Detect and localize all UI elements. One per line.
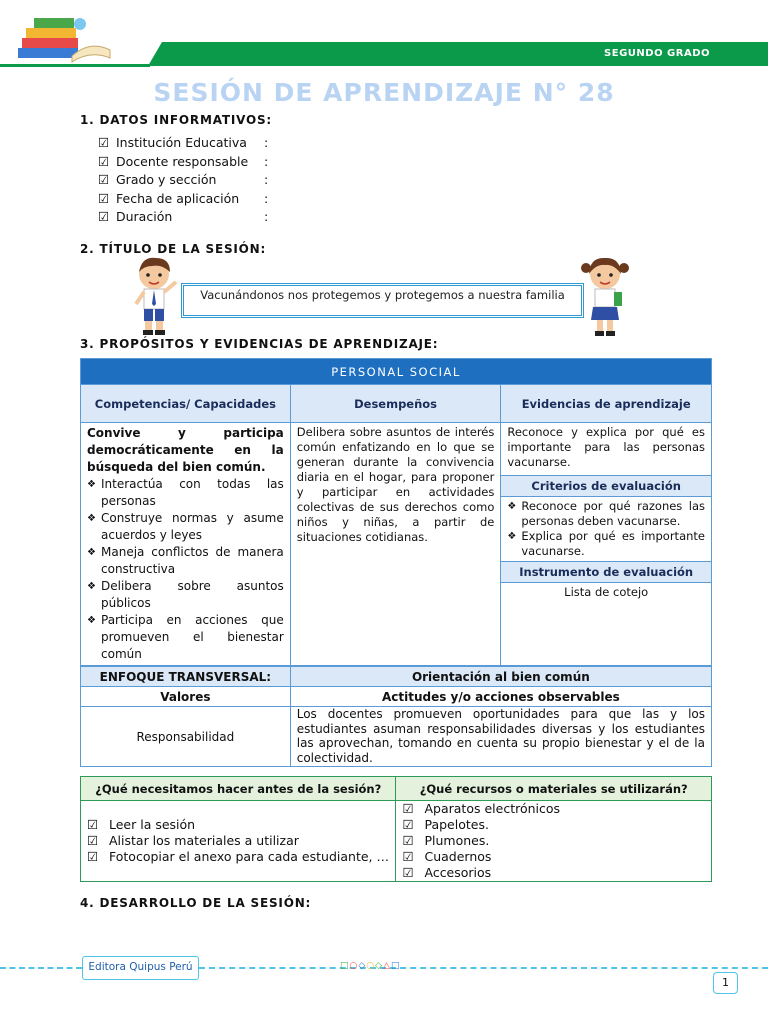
area-header: PERSONAL SOCIAL [81, 359, 712, 385]
boy-illustration-icon [132, 254, 178, 336]
capacidad-item: ❖ Participa en acciones que promueven el bienestar común [87, 612, 284, 663]
page-number: 1 [713, 972, 738, 994]
recursos-header: ¿Qué recursos o materiales se utilizarán? [396, 777, 712, 801]
datos-list [98, 134, 268, 227]
checkbox-icon: ☑ [98, 172, 110, 188]
capacidad-item: ❖ Maneja conflictos de manera constructiva [87, 544, 284, 578]
checkbox-icon: ☑ [98, 135, 110, 150]
section-datos-heading: 1. DATOS INFORMATIVOS: [80, 113, 273, 127]
decorative-shapes-icon: □○◇○◇△□ [340, 961, 401, 971]
section-titulo-heading: 2. TÍTULO DE LA SESIÓN: [80, 242, 267, 256]
datos-item: ☑ Grado y sección : [98, 171, 268, 190]
instrumento-text: Lista de cotejo [564, 585, 649, 599]
datos-item: ☑ Duración : [98, 208, 268, 227]
enfoque-table [80, 666, 712, 767]
capacidad-item: ❖ Delibera sobre asuntos públicos [87, 578, 284, 612]
antes-item: ☑ Fotocopiar el anexo para cada estudiante, … [87, 849, 389, 865]
recurso-item: ☑ Aparatos electrónicos [402, 801, 705, 817]
propositos-table [80, 358, 712, 666]
actitud-cell: Los docentes promueven oportunidades para que las y los estudiantes asuman responsabilidades diversas y los estudiantes las aprovechan, tomando en cuenta su propio bienestar y el de la colectividad. [290, 707, 711, 767]
checkbox-icon: ☑ [98, 190, 110, 206]
page-title: SESIÓN DE APRENDIZAJE N° 28 [153, 78, 615, 107]
valores-header: Valores [81, 687, 291, 707]
evidencias-cell [501, 423, 712, 666]
checkbox-icon: ☑ [98, 209, 110, 225]
datos-item: ☑ Institución Educativa : [98, 134, 268, 153]
section-propositos-heading: 3. PROPÓSITOS Y EVIDENCIAS DE APRENDIZAJE: [80, 337, 439, 351]
enfoque-label: ENFOQUE TRANSVERSAL: [81, 667, 291, 687]
antes-item: ☑ Leer la sesión [87, 817, 389, 833]
grade-label: SEGUNDO GRADO [604, 48, 710, 59]
col-header-desempenos: Desempeños [290, 385, 501, 423]
col-header-evidencias: Evidencias de aprendizaje [501, 385, 712, 423]
session-title-box: Vacunándonos nos protegemos y protegemos a nuestra familia [181, 283, 584, 318]
recurso-item: ☑ Papelotes. [402, 817, 705, 833]
datos-item: ☑ Docente responsable : [98, 153, 268, 172]
checkbox-icon: ☑ [98, 153, 110, 169]
recursos-cell [396, 801, 712, 882]
col-header-competencias: Competencias/ Capacidades [81, 385, 291, 423]
recurso-item: ☑ Plumones. [402, 833, 705, 849]
antes-cell [81, 801, 396, 882]
desempeno-cell: Delibera sobre asuntos de interés común enfatizando en lo que se generan durante la convivencia diaria en el hogar, para proponer y participar en actividades colectivas de sus derechos como niños y niñas, a partir de situaciones cotidianas. [290, 423, 501, 666]
books-icon [14, 12, 118, 64]
competencia-text: Convive y participa democráticamente en la búsqueda del bien común. [87, 426, 284, 474]
capacidad-item: ❖ Construye normas y asume acuerdos y leyes [87, 510, 284, 544]
valor-cell: Responsabilidad [81, 707, 291, 767]
criterios-header: Criterios de evaluación [501, 475, 711, 497]
datos-item: ☑ Fecha de aplicación : [98, 190, 268, 209]
editor-label: Editora Quipus Perú [82, 956, 199, 980]
criterio-item: ❖ Reconoce por qué razones las personas deben vacunarse. [507, 499, 705, 529]
enfoque-name: Orientación al bien común [290, 667, 711, 687]
preparacion-table [80, 776, 712, 882]
recurso-item: ☑ Cuadernos [402, 849, 705, 865]
header-line [0, 64, 150, 67]
antes-header: ¿Qué necesitamos hacer antes de la sesión? [81, 777, 396, 801]
footer-dashed-line [199, 967, 768, 969]
antes-item: ☑ Alistar los materiales a utilizar [87, 833, 389, 849]
footer-dashed-line [0, 967, 82, 969]
evidencia-text: Reconoce y explica por qué es importante para las personas vacunarse. [507, 425, 705, 469]
capacidad-item: ❖ Interactúa con todas las personas [87, 476, 284, 510]
recurso-item: ☑ Accesorios [402, 865, 705, 881]
instrumento-header: Instrumento de evaluación [501, 561, 711, 583]
criterio-item: ❖ Explica por qué es importante vacunarse. [507, 529, 705, 559]
section-desarrollo-heading: 4. DESARROLLO DE LA SESIÓN: [80, 896, 312, 910]
actitudes-header: Actitudes y/o acciones observables [290, 687, 711, 707]
competencias-cell [81, 423, 291, 666]
girl-illustration-icon [580, 254, 630, 338]
